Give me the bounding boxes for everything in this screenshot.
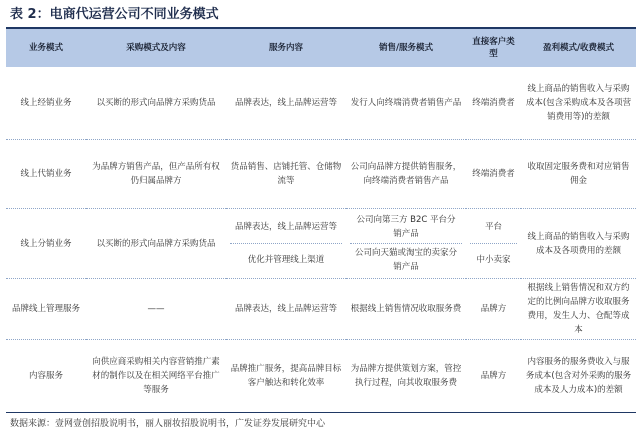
header-sales: 销售/服务模式 — [346, 29, 466, 67]
cell-purchase: —— — [86, 279, 226, 340]
cell-sales: 根据线上销售情况收取服务费 — [346, 279, 466, 340]
cell-mode: 线上经销业务 — [6, 67, 86, 140]
cell-profit: 收取固定服务费和对应销售佣金 — [521, 140, 636, 209]
cell-service: 品牌表达，线上品牌运营等 — [226, 67, 346, 140]
cell-purchase: 以买断的形式向品牌方采购货品 — [86, 209, 226, 279]
cell-profit: 根据线上销售情况和双方约定的比例向品牌方收取服务费用，发生人力、仓配等成本 — [521, 279, 636, 340]
table-row — [6, 209, 636, 279]
cell-profit: 内容服务的服务费收入与服务成本(包含对外采购的服务成本及人力成本)的差额 — [521, 340, 636, 413]
cell-sales-top: 公司向第三方 B2C 平台分销产品 — [350, 211, 462, 244]
header-profit: 盈利模式/收费模式 — [521, 29, 636, 67]
cell-customer: 终端消费者 — [466, 67, 521, 140]
cell-customer: 终端消费者 — [466, 140, 521, 209]
cell-purchase: 向供应商采购相关内容营销推广素材的制作以及在相关网络平台推广等服务 — [86, 340, 226, 413]
cell-purchase: 为品牌方销售产品，但产品所有权仍归属品牌方 — [86, 140, 226, 209]
cell-sales-bottom: 公司向天猫或淘宝的卖家分销产品 — [354, 248, 457, 272]
cell-service-top: 品牌表达，线上品牌运营等 — [230, 211, 342, 244]
cell-service-bottom: 优化并管理线上渠道 — [247, 255, 325, 265]
cell-customer-top: 平台 — [470, 211, 517, 244]
cell-customer-split — [466, 209, 521, 279]
cell-mode: 线上分销业务 — [6, 209, 86, 279]
cell-sales-split — [346, 209, 466, 279]
cell-customer: 品牌方 — [466, 279, 521, 340]
cell-mode: 线上代销业务 — [6, 140, 86, 209]
header-purchase: 采购模式及内容 — [86, 29, 226, 67]
cell-service: 品牌推广服务，提高品牌目标客户触达和转化效率 — [226, 340, 346, 413]
table-row — [6, 67, 636, 140]
cell-service-split — [226, 209, 346, 279]
cell-sales: 为品牌方提供策划方案，管控执行过程，向其收取服务费 — [346, 340, 466, 413]
table-title: 表 2：电商代运营公司不同业务模式 — [10, 7, 219, 22]
cell-mode: 品牌线上管理服务 — [6, 279, 86, 340]
cell-service: 货品销售、店铺托管、仓储物流等 — [226, 140, 346, 209]
footer-rule — [6, 412, 636, 413]
cell-customer: 品牌方 — [466, 340, 521, 413]
table-row — [6, 140, 636, 209]
cell-mode: 内容服务 — [6, 340, 86, 413]
cell-profit: 线上商品的销售收入与采购成本及各项费用的差额 — [521, 209, 636, 279]
table-row — [6, 279, 636, 340]
cell-purchase: 以买断的形式向品牌方采购货品 — [86, 67, 226, 140]
cell-sales: 公司向品牌方提供销售服务，向终端消费者销售产品 — [346, 140, 466, 209]
header-mode: 业务模式 — [6, 29, 86, 67]
business-model-table — [6, 29, 636, 413]
header-customer: 直接客户类型 — [466, 29, 521, 67]
cell-service: 品牌表达，线上品牌运营等 — [226, 279, 346, 340]
cell-sales: 发行人向终端消费者销售产品 — [346, 67, 466, 140]
header-service: 服务内容 — [226, 29, 346, 67]
table-row — [6, 340, 636, 413]
header-row — [6, 29, 636, 67]
cell-customer-bottom: 中小卖家 — [476, 255, 511, 265]
source-note: 数据来源：壹网壹创招股说明书，丽人丽妆招股说明书，广发证券发展研究中心 — [10, 419, 326, 429]
cell-profit: 线上商品的销售收入与采购成本(包含采购成本及各项营销费用等)的差额 — [521, 67, 636, 140]
